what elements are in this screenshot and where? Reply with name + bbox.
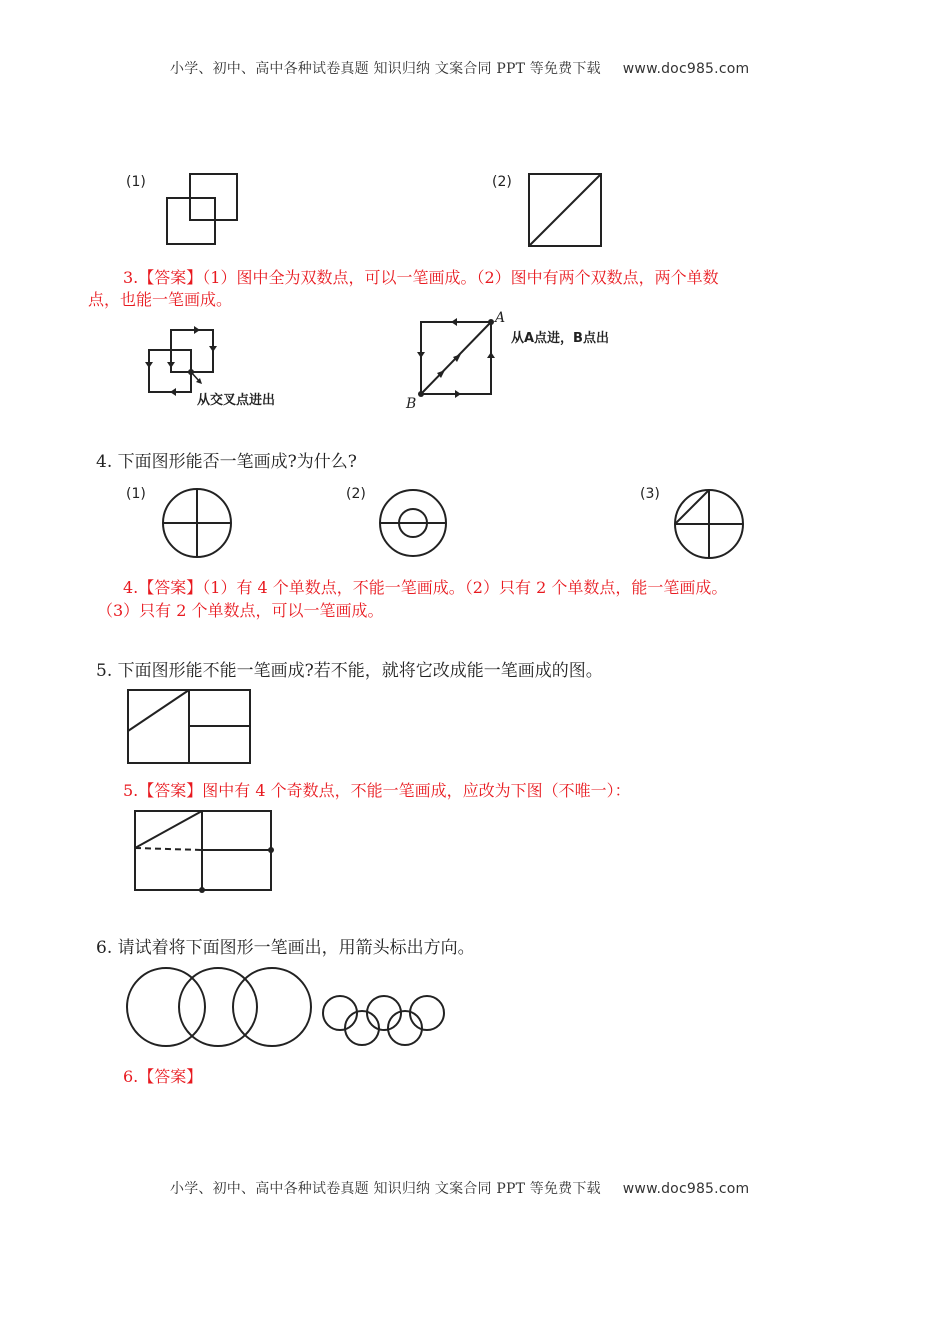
- q4-figure-circle-cross-diagonal: [636, 480, 756, 565]
- page-header: [170, 58, 749, 78]
- q5-figure-rectangle: [120, 685, 260, 769]
- footer-site-link[interactable]: www.doc985.com: [622, 1181, 750, 1197]
- answer5-text: 5.【答案】图中有 4 个奇数点，不能一笔画成，应改为下图（不唯一）：: [123, 781, 631, 800]
- answer3-figure-crossing-path: [140, 320, 310, 412]
- question5-text: 5. 下面图形能不能一笔画成?若不能，就将它改成能一笔画成的图。: [96, 661, 603, 681]
- answer3-line1: 3.【答案】（1）图中全为双数点，可以一笔画成。（2）图中有两个双数点，两个单数: [123, 268, 719, 287]
- q4-fig1-label: (1): [126, 486, 146, 502]
- answer3-figure-a-to-b: [405, 310, 635, 414]
- q3-fig2-label: (2): [492, 174, 512, 190]
- answer4-line1: 4.【答案】（1）有 4 个单数点，不能一笔画成。（2）只有 2 个单数点，能一笔画成。: [123, 578, 728, 597]
- q3-figure-square-diagonal: [488, 168, 608, 252]
- q4-figure-concentric-circles: [342, 480, 462, 565]
- footer-text: 小学、初中、高中各种试卷真题 知识归纳 文案合同 PPT 等免费下载: [170, 1181, 601, 1197]
- question4-text: 4. 下面图形能否一笔画成?为什么?: [96, 452, 357, 472]
- header-text: 小学、初中、高中各种试卷真题 知识归纳 文案合同 PPT 等免费下载: [170, 61, 601, 77]
- answer6-text: 6.【答案】: [123, 1067, 203, 1086]
- q6-figure-three-circles: [120, 960, 320, 1055]
- page-footer: [170, 1178, 749, 1198]
- header-site-link[interactable]: www.doc985.com: [622, 61, 750, 77]
- answer4-line2: （3）只有 2 个单数点，可以一笔画成。: [97, 601, 384, 620]
- question6-text: 6. 请试着将下面图形一笔画出，用箭头标出方向。: [96, 938, 475, 958]
- answer3-label-a: A: [495, 310, 506, 326]
- q3-figure-overlapping-squares: [120, 168, 250, 252]
- answer3-label-b: B: [406, 396, 417, 412]
- answer3-line2: 点，也能一笔画成。: [88, 290, 233, 309]
- q3-fig1-label: (1): [126, 174, 146, 190]
- answer5-figure-modified-rectangle: [128, 805, 283, 897]
- answer3-fig2-caption: 从A点进，B点出: [511, 331, 609, 346]
- q4-fig2-label: (2): [346, 486, 366, 502]
- answer3-fig1-caption: 从交叉点进出: [197, 393, 276, 408]
- q4-figure-circle-cross: [120, 480, 240, 565]
- q4-fig3-label: (3): [640, 486, 660, 502]
- q6-figure-five-rings: [318, 990, 448, 1050]
